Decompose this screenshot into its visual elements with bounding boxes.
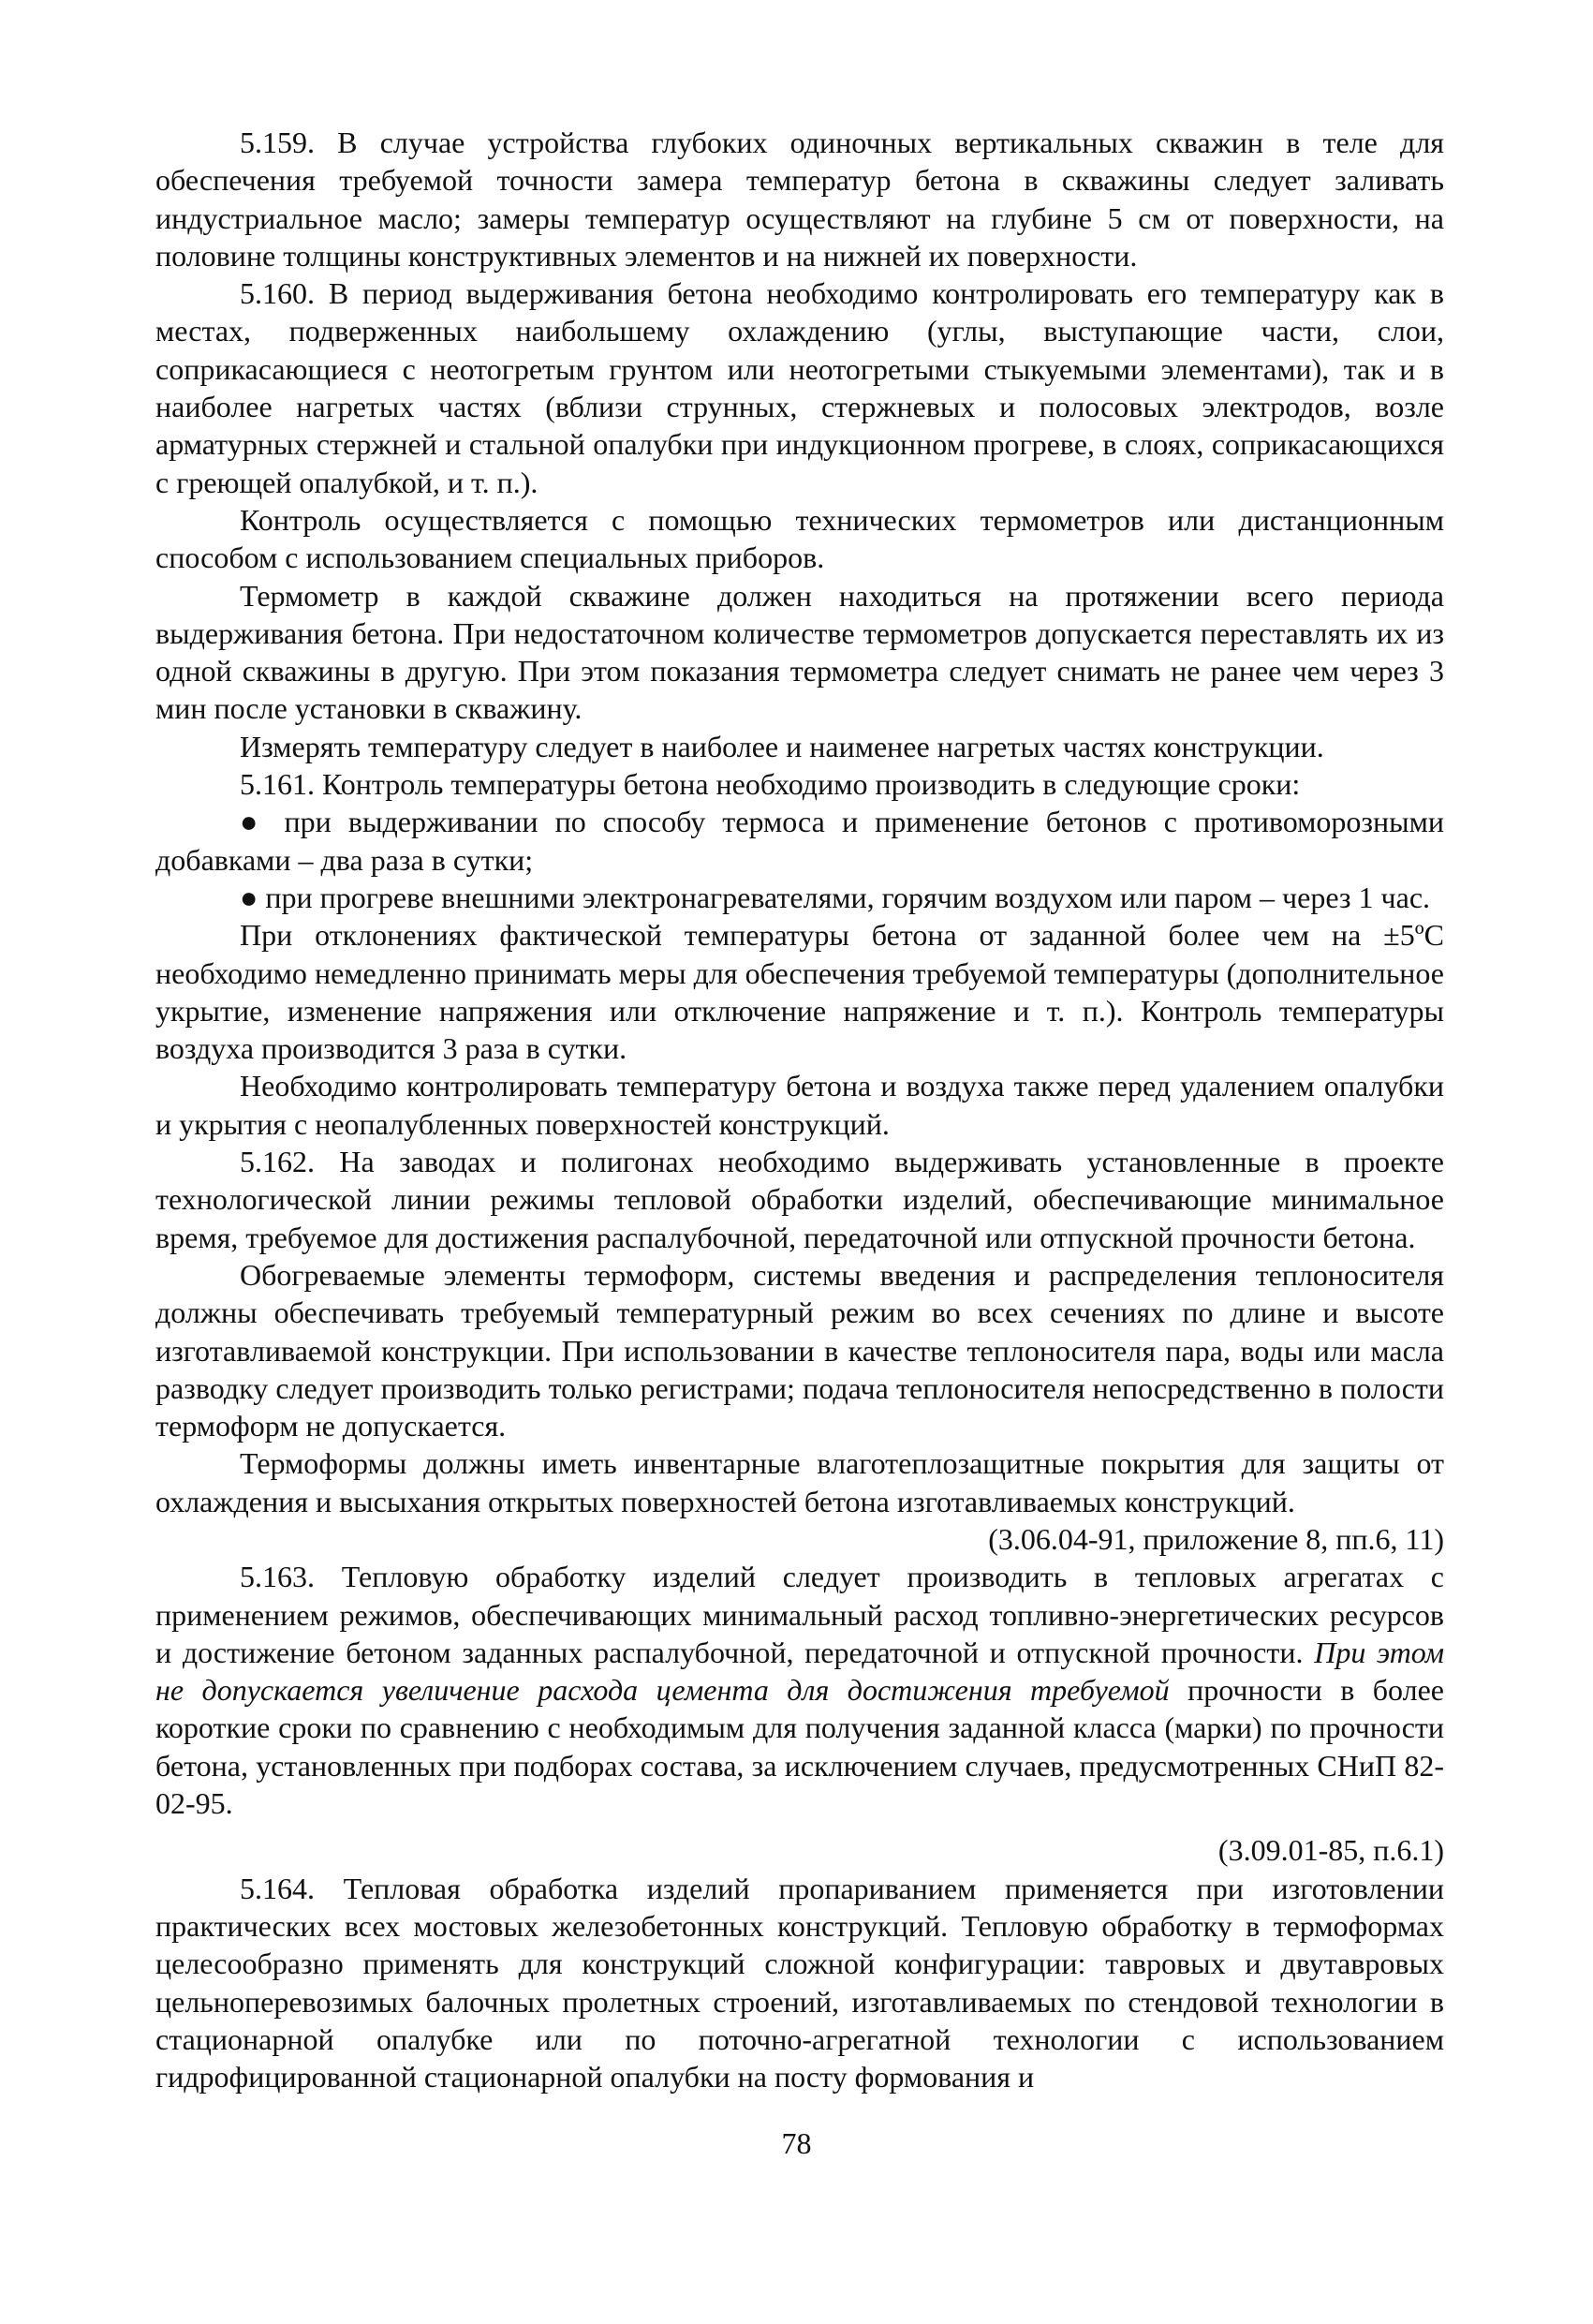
paragraph-5-160: 5.160. В период выдерживания бетона необходимо контролировать его температуру как в местах, подверженных наибольшему охлаждению (углы, выступающие части, слои, соприкасающиеся с неотогретым грунтом или неотогретыми стыкуемыми элементами), так и в наиболее нагретых частях (вблизи струнных, стержневых и полосовых электродов, возле арматурных стержней и стальной опалубки при индукционном прогреве, в слоях, соприкасающихся с греющей опалубкой, и т. п.).: [155, 276, 1444, 499]
document-body: [155, 124, 1444, 2095]
paragraph-measure-temperature: Измерять температуру следует в наиболее и наименее нагретых частях конструкции.: [240, 729, 1324, 763]
paragraph-5-163: [155, 1558, 1444, 1822]
reference-3-09-01-85: (3.09.01-85, п.6.1): [1217, 1833, 1444, 1868]
paragraph-thermoforms-elements: Обогреваемые элементы термоформ, системы введения и распределения теплоносителя должны обеспечивать требуемый температурный режим во всех сечениях по длине и высоте изготавливаемой конструкции. При использовании в качестве теплоносителя пара, воды или масла разводку следует производить только регистрами; подача теплоносителя непосредственно в полости термоформ не допускается.: [155, 1257, 1444, 1443]
paragraph-control-method: Контроль осуществляется с помощью технических термометров или дистанционным способом с использованием специальных приборов.: [155, 502, 1444, 575]
paragraph-thermoforms-covers: Термоформы должны иметь инвентарные влаготеплозащитные покрытия для защиты от охлаждения и высыхания открытых поверхностей бетона изготавливаемых конструкций.: [155, 1446, 1444, 1518]
bullet-heating: ● при прогреве внешними электронагревателями, горячим воздухом или паром – через 1 час.: [240, 880, 1431, 914]
paragraph-5-159: 5.159. В случае устройства глубоких одиночных вертикальных скважин в теле для обеспечения требуемой точности замера температур бетона в скважины следует заливать индустриальное масло; замеры температур осуществляют на глубине 5 см от поверхности, на половине толщины конструктивных элементов и на нижней их поверхности.: [155, 126, 1444, 273]
paragraph-5-162: 5.162. На заводах и полигонах необходимо выдерживать установленные в проекте технологической линии режимы тепловой обработки изделий, обеспечивающие минимальное время, требуемое для достижения распалубочной, передаточной или отпускной прочности бетона.: [155, 1145, 1444, 1254]
paragraph-5-163-start: 5.163. Тепловую обработку изделий следует производить в тепловых агрегатах с применением режимов, обеспечивающих минимальный расход топливно-энергетических ресурсов и достижение бетоном заданных распалубочной, передаточной и отпускной прочности.: [155, 1560, 1444, 1669]
bullet-thermos: ● при выдерживании по способу термоса и применение бетонов с противоморозными добавками – два раза в сутки;: [155, 805, 1444, 877]
reference-3-06-04-91: (3.06.04-91, приложение 8, пп.6, 11): [988, 1521, 1444, 1556]
paragraph-formwork-removal: Необходимо контролировать температуру бетона и воздуха также перед удалением опалубки и укрытия с неопалубленных поверхностей конструкций.: [155, 1069, 1444, 1141]
paragraph-5-161: 5.161. Контроль температуры бетона необходимо производить в следующие сроки:: [240, 767, 1301, 802]
paragraph-5-164: 5.164. Тепловая обработка изделий пропариванием применяется при изготовлении практических всех мостовых железобетонных конструкций. Тепловую обработку в термоформах целесообразно применять для конструкций сложной конфигурации: тавровых и двутавровых цельноперевозимых балочных пролетных строений, изготавливаемых по стендовой технологии в стационарной опалубке или по поточно-агрегатной технологии с использованием гидрофицированной стационарной опалубки на посту формования и: [155, 1871, 1444, 2095]
paragraph-5-163-end: прочности в более короткие сроки по сравнению с необходимым для получения заданной класса (марки) по прочности бетона, установленных при подборах состава, за исключением случаев, предусмотренных СНиП 82-02-95.: [155, 1673, 1445, 1821]
paragraph-deviations: При отклонениях фактической температуры бетона от заданной более чем на ±5ºС необходимо немедленно принимать меры для обеспечения требуемой температуры (дополнительное укрытие, изменение напряжения или отключение напряжение и т. п.). Контроль температуры воздуха производится 3 раза в сутки.: [155, 918, 1444, 1066]
paragraph-5-163-italic: При этом не допускается увеличение расхода цемента для достижения требуемой: [155, 1635, 1445, 1708]
page-number: 78: [781, 2126, 812, 2160]
paragraph-thermometer: Термометр в каждой скважине должен находиться на протяжении всего периода выдерживания бетона. При недостаточном количестве термометров допускается переставлять их из одной скважины в другую. При этом показания термометра следует снимать не ранее чем через 3 мин после установки в скважину.: [155, 578, 1444, 726]
